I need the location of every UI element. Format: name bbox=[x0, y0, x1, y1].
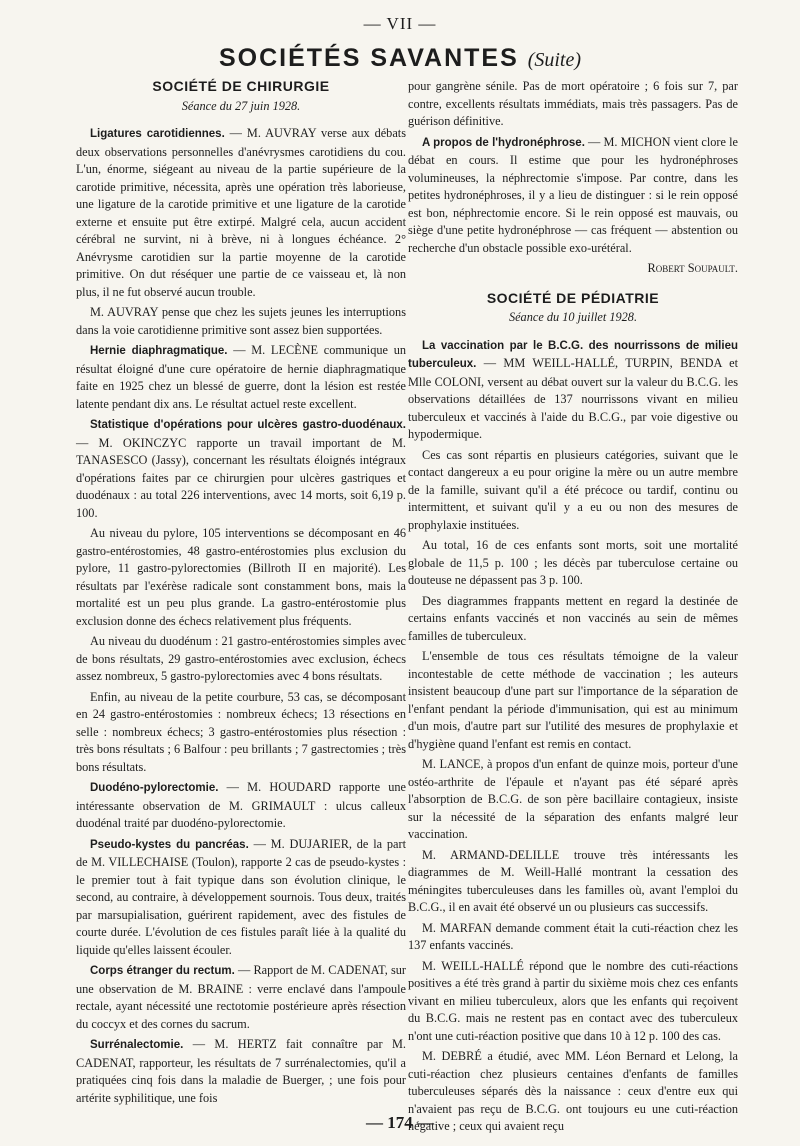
page-title bbox=[0, 44, 800, 73]
paragraph-text: — Rapport de M. CADENAT, sur une observation de M. BRAINE : verre enclavé dans l'ampoule rectale, ayant nécessité une rectotomie postérieure après résection du coccyx et des cornes du sacrum. bbox=[76, 963, 406, 1031]
left-column bbox=[76, 78, 406, 1110]
paragraph-text: M. LANCE, à propos d'un enfant de quinze mois, porteur d'une ostéo-arthrite de l'épaule et n'ayant pas été séparé après l'absorption de B.C.G. de son père bacillaire contagieux, insiste sur la nécessité de la séparation des enfants malgré leur vaccination. bbox=[408, 757, 738, 841]
page-number: — 174 — bbox=[366, 1113, 434, 1132]
paragraph bbox=[76, 962, 406, 1033]
paragraph-lead: Surrénalectomie. bbox=[90, 1039, 184, 1051]
paragraph-text: — M. HOUDARD rapporte une intéressante observation de M. GRIMAULT : ulcus calleux duodénal traité par duodéno-pylorectomie. bbox=[76, 780, 406, 830]
paragraph-text: — M. MICHON vient clore le débat en cours. Il estime que pour les hydronéphroses volumineuses, la néphrectomie s'impose. Par contre, dans les petites hydronéphroses, il y a lieu de distinguer : si le rein opposé est bon, néphrectomie encore. Si le rein opposé est mauvais, ou siège d'une petite hydronéphrose — cas fréquent — abstention ou recherche d'un obstacle possible exo-urétéral. bbox=[408, 134, 738, 255]
paragraph-text: M. DEBRÉ a étudié, avec MM. Léon Bernard et Lelong, la cuti-réaction chez plusieurs centaines d'enfants de familles tuberculeuses séparés dès la naissance : ceux d'entre eux qui n'avaient pas reçu de B.C.G. ont toujours eu une cuti-réaction négative ; ceux qui avaient reçu bbox=[408, 1049, 738, 1133]
paragraph-lead: La vaccination par le B.C.G. des nourrissons de milieu tuberculeux. bbox=[408, 339, 738, 370]
author-signature: Robert Soupault. bbox=[647, 261, 738, 275]
paragraph bbox=[76, 525, 406, 630]
paragraph-text: Ces cas sont répartis en plusieurs catégories, suivant que le contact dangereux a eu pour origine la mère ou un autre membre de la famille, suivant qu'il a été précoce ou tardif, continu ou intermittent, et suivant qu'il y a eu ou non des mesures de prophylaxie instituées. bbox=[408, 447, 738, 532]
paragraph bbox=[408, 756, 738, 844]
paragraph-lead: Hernie diaphragmatique. bbox=[90, 345, 228, 357]
continuation-paragraph: pour gangrène sénile. Pas de mort opératoire ; 6 fois sur 7, par contre, excellents résultats immédiats, mais très passagers. Pas de guérison définitive. bbox=[408, 79, 738, 128]
paragraph-text: M. ARMAND-DELILLE trouve très intéressants les diagrammes de M. Weill-Hallé montrant la cessation des méningites tuberculeuses dans les familles où, avant l'emploi du B.C.G., il en avait été observé un ou plusieurs cas successifs. bbox=[408, 847, 738, 914]
paragraph-lead: Duodéno-pylorectomie. bbox=[90, 782, 219, 794]
title-text: SOCIÉTÉS SAVANTES bbox=[218, 44, 519, 72]
paragraph bbox=[76, 125, 406, 301]
seance-date-chirurgie: Séance du 27 juin 1928. bbox=[181, 98, 301, 113]
paragraph bbox=[76, 779, 406, 833]
paragraph-text: L'ensemble de tous ces résultats témoigne de la valeur incontestable de cette méthode de vaccination ; les auteurs insistent beaucoup d'une part sur l'importance de la séparation de l'enfant pendant la période d'immunisation, qui est au minimum d'un mois, d'autre part sur l'utilité des mesures de prophylaxie et d'hygiène quand l'enfant est remis en contact. bbox=[408, 649, 738, 751]
paragraph-text: Au niveau du duodénum : 21 gastro-entérostomies simples avec de bons résultats, 29 gastro-entérostomies avec exclusion, échecs assez nombreux, 5 gastro-pylorectomies avec 4 bons résultats. bbox=[76, 634, 406, 683]
paragraph bbox=[408, 648, 738, 753]
paragraph-text: Au niveau du pylore, 105 interventions se décomposant en 46 gastro-entérostomies, 48 gastro-entérostomies plus exclusion du pylore, 11 gastro-pylorectomies (Billroth II en majorité). Les résultats par l'exérèse radicale sont constamment bons, mais la mortalité est un peu plus grande. La gastro-entérostomie plus exclusion donne des échecs relativement plus fréquents. bbox=[76, 526, 406, 628]
paragraph bbox=[76, 416, 406, 522]
paragraph bbox=[76, 304, 406, 339]
paragraph-text: M. MARFAN demande comment était la cuti-réaction chez les 137 enfants vaccinés. bbox=[408, 920, 738, 952]
paragraph bbox=[408, 337, 738, 444]
paragraph-text: Au total, 16 de ces enfants sont morts, soit une mortalité globale de 11,5 p. 100 ; les décès par tuberculose certaine ou douteuse ne dépassent pas 3 p. 100. bbox=[408, 538, 738, 587]
paragraph bbox=[408, 593, 738, 646]
paragraph bbox=[408, 847, 738, 917]
paragraph bbox=[76, 689, 406, 777]
paragraph-text: — M. DUJARIER, de la part de M. VILLECHAISE (Toulon), rapporte 2 cas de pseudo-kystes : le premier tout à fait typique dans son évolution clinique, le second, au contraire, à développement sournois. Tous deux, traités par marsupialisation, guérirent rapidement, avec des fistules de courte durée. L'évolution de ces fistules paraît liée à la qualité du liquide qu'elles laissent écouler. bbox=[76, 836, 406, 957]
paragraph-lead: Pseudo-kystes du pancréas. bbox=[90, 838, 249, 851]
right-paragraphs bbox=[408, 337, 738, 1136]
paragraph bbox=[76, 836, 406, 960]
paragraph bbox=[408, 537, 738, 590]
paragraph-lead: Ligatures carotidiennes. bbox=[90, 128, 225, 140]
paragraph-text: — M. AUVRAY verse aux débats deux observations personnelles d'anévrysmes carotidiens du cou. L'un, énorme, siégeant au niveau de la partie supérieure de la carotide primitive, nécessita, après une opération très laborieuse, une ligature de la carotide primitive et une ligature de la carotide externe et ensuite put être extirpé. Malgré cela, aucun accident cérébral ne survint, ni à brève, ni à longues échéance. 2° Anévrysme carotidien sur la partie moyenne de la carotide primitive. On dut réséquer une partie de ce vaisseau et, là non plus, il ne fut observé aucun trouble. bbox=[76, 126, 406, 299]
paragraph bbox=[76, 1036, 406, 1107]
paragraph-text: Des diagrammes frappants mettent en regard la destinée de certains enfants vaccinés et non vaccinés au sein de mêmes familles de tuberculeux. bbox=[408, 593, 738, 643]
right-column bbox=[408, 78, 738, 1139]
paragraph-lead: A propos de l'hydronéphrose. bbox=[422, 136, 585, 149]
paragraph-text: M. WEILL-HALLÉ répond que le nombre des cuti-réactions positives a été très grand à partir du sixième mois chez ces enfants vivant en milieu tuberculeux, alors que les enfants qui reçoivent du B.C.G. mais ne restent pas en contact avec des tuberculeux n'ont une cuti-réaction positive que dans 10 à 12 p. 100 des cas. bbox=[408, 958, 738, 1043]
paragraph-lead: Corps étranger du rectum. bbox=[90, 965, 235, 977]
paragraph-text: M. AUVRAY pense que chez les sujets jeunes les interruptions dans la voie carotidienne primitive sont assez bien supportées. bbox=[76, 305, 406, 337]
paragraph-text: — MM WEILL-HALLÉ, TURPIN, BENDA et Mlle COLONI, versent au débat ouvert sur la valeur du B.C.G. les observations détaillées de 137 nourrissons vivant en milieu tuberculeux et vaccinés à l'aide du B.C.G., par voie digestive ou hypodermique. bbox=[408, 356, 738, 441]
paragraph-text: Enfin, au niveau de la petite courbure, 53 cas, se décomposant en 24 gastro-entérostomies : nombreux échecs; 13 résections en selle : nombreux échecs; 3 gastro-entérostomies plus résection : très bons résultats ; 6 Balfour : peu brillants ; 7 gastrectomies ; très bons résultats. bbox=[76, 689, 406, 774]
left-paragraphs bbox=[76, 125, 406, 1107]
paragraph-text: — M. OKINCZYC rapporte un travail important de M. TANASESCO (Jassy), concernant les résultats éloignés intégraux d'opérations faites par ce chirurgien pour ulcères gastriques et duodénaux : au total 226 interventions, avec 14 morts, soit 6,19 p. 100. bbox=[76, 435, 406, 520]
paragraph-text: — M. HERTZ fait connaître par M. CADENAT, rapporteur, les résultats de 7 surrénalectomies, qu'il a pratiquées cinq fois dans la maladie de Buerger, ; une fois pour artérite syphilitique, une fois bbox=[76, 1037, 406, 1105]
section-title-pediatrie: SOCIÉTÉ DE PÉDIATRIE bbox=[486, 289, 660, 306]
paragraph bbox=[408, 958, 738, 1046]
paragraph-lead: Statistique d'opérations pour ulcères gastro-duodénaux. bbox=[90, 419, 406, 431]
paragraph bbox=[408, 920, 738, 955]
paragraph bbox=[76, 342, 406, 413]
title-suite: (Suite) bbox=[527, 49, 582, 71]
hydronephrose-paragraph bbox=[408, 134, 738, 258]
section-title-chirurgie: SOCIÉTÉ DE CHIRURGIE bbox=[152, 78, 330, 94]
seance-date-pediatrie: Séance du 10 juillet 1928. bbox=[508, 310, 638, 324]
paragraph-text: — M. LECÈNE communique un résultat éloigné d'une cure opératoire de hernie diaphragmatique faite en 1925 chez un blessé de guerre, dont la lésion est restée latente pendant dix ans. Le résultat actuel reste excellent. bbox=[76, 343, 406, 411]
paragraph bbox=[408, 447, 738, 535]
paragraph bbox=[76, 633, 406, 686]
roman-page-number: — VII — bbox=[363, 14, 437, 33]
